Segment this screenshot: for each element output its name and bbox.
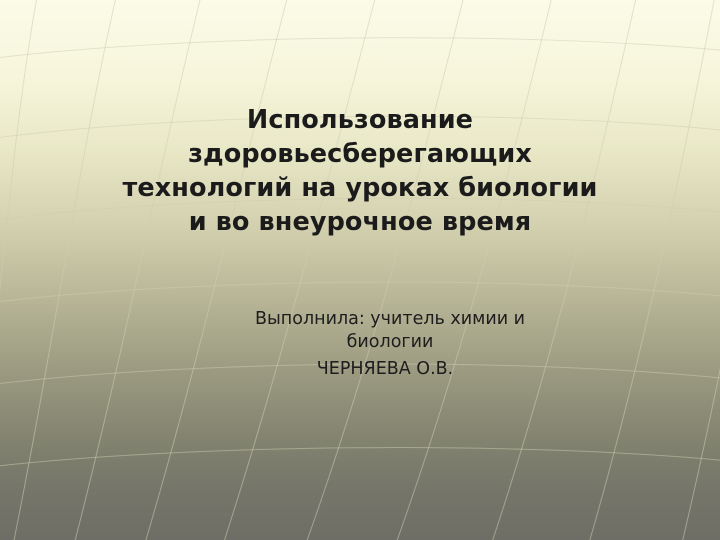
title-line-3: технологий на уроках биологии <box>122 172 598 203</box>
subtitle-line-1: Выполнила: учитель химии и <box>254 309 526 329</box>
title-line-1: Использование <box>246 105 474 135</box>
slide-subtitle <box>48 308 672 380</box>
subtitle-line-2: биологии <box>346 331 434 352</box>
subtitle-line-3: ЧЕРНЯЕВА О.В. <box>316 358 454 379</box>
title-line-2: здоровьесберегающих <box>188 138 532 169</box>
slide-title <box>48 104 672 240</box>
title-line-4: и во внеурочное время <box>188 206 532 237</box>
